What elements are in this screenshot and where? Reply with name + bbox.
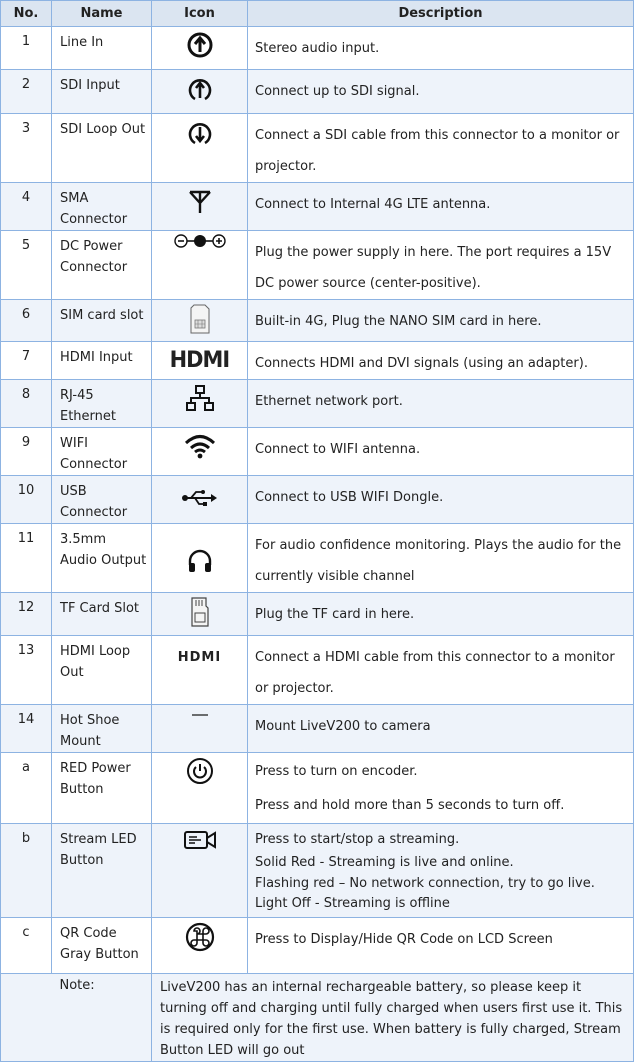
row-number: 1 (1, 27, 52, 70)
row-description: Connect a HDMI cable from this connector to a monitor or projector. (248, 636, 634, 705)
row-description: For audio confidence monitoring. Plays the audio for the currently visible channel (248, 524, 634, 593)
tf-card-icon (190, 597, 210, 627)
row-name: RED Power Button (52, 753, 152, 824)
row-name: Stream LED Button (52, 824, 152, 918)
header-row (1, 1, 634, 27)
row-number: 2 (1, 70, 52, 114)
header-description: Description (248, 1, 634, 27)
row-name: TF Card Slot (52, 593, 152, 636)
antenna-icon (187, 187, 213, 215)
table-row (1, 918, 634, 974)
row-number: 4 (1, 183, 52, 231)
row-number: 3 (1, 114, 52, 183)
row-description: Connect to USB WIFI Dongle. (248, 476, 634, 524)
row-description-line: Flashing red – No network connection, try to go live. Light Off - Streaming is offline (255, 876, 595, 911)
ethernet-icon (185, 384, 215, 412)
table-row (1, 27, 634, 70)
dash-icon (190, 709, 210, 721)
row-number: 13 (1, 636, 52, 705)
row-description: Connect to Internal 4G LTE antenna. (248, 183, 634, 231)
row-number: 11 (1, 524, 52, 593)
row-description: Stereo audio input. (248, 27, 634, 70)
table-row (1, 70, 634, 114)
row-number: a (1, 753, 52, 824)
row-description: Ethernet network port. (248, 380, 634, 428)
row-name: USB Connector (52, 476, 152, 524)
table-row (1, 593, 634, 636)
table-row (1, 524, 634, 593)
row-name: SDI Loop Out (52, 114, 152, 183)
table-row (1, 300, 634, 342)
row-name: Hot Shoe Mount (52, 705, 152, 753)
row-name: SIM card slot (52, 300, 152, 342)
row-name: QR Code Gray Button (52, 918, 152, 974)
row-description: Connects HDMI and DVI signals (using an adapter). (248, 342, 634, 380)
row-number: 12 (1, 593, 52, 636)
table-row (1, 428, 634, 476)
note-row (1, 974, 634, 1062)
row-name: HDMI Loop Out (52, 636, 152, 705)
usb-icon (181, 488, 219, 508)
row-description: Plug the TF card in here. (248, 593, 634, 636)
row-description-line: Press to turn on encoder. (255, 764, 418, 779)
headphones-icon (187, 548, 213, 574)
row-name: 3.5mm Audio Output (52, 524, 152, 593)
row-description-line: Solid Red - Streaming is live and online. (255, 855, 514, 870)
row-name: RJ-45 Ethernet (52, 380, 152, 428)
note-text: LiveV200 has an internal rechargeable battery, so please keep it turning off and charging until fully charged when users first use it. This is required only for the first use. When battery is fully charged, Stream Button LED will go out (152, 974, 634, 1062)
table-row (1, 342, 634, 380)
hdmi-logo-icon: HDMI (169, 348, 230, 373)
row-name: Line In (52, 27, 152, 70)
camera-icon (183, 828, 217, 852)
row-description-line: Press and hold more than 5 seconds to turn off. (255, 798, 565, 813)
sim-card-icon (190, 304, 210, 334)
table-row (1, 636, 634, 705)
row-name: DC Power Connector (52, 231, 152, 300)
row-description: Connect to WIFI antenna. (248, 428, 634, 476)
row-description: Plug the power supply in here. The port requires a 15V DC power source (center-positive). (248, 231, 634, 300)
row-number: 9 (1, 428, 52, 476)
sdi-loop-out-icon (186, 118, 214, 148)
row-number: 14 (1, 705, 52, 753)
dc-polarity-icon (173, 231, 227, 251)
table-row (1, 824, 634, 918)
row-number: 6 (1, 300, 52, 342)
table-row (1, 380, 634, 428)
row-number: 7 (1, 342, 52, 380)
row-number: 8 (1, 380, 52, 428)
line-in-icon (186, 31, 214, 59)
table-row (1, 753, 634, 824)
row-description: Mount LiveV200 to camera (248, 705, 634, 753)
table-row (1, 183, 634, 231)
power-icon (186, 757, 214, 785)
header-name: Name (52, 1, 152, 27)
row-description: Built-in 4G, Plug the NANO SIM card in here. (248, 300, 634, 342)
row-description-line: Press to start/stop a streaming. (255, 832, 460, 847)
row-number: b (1, 824, 52, 918)
row-number: c (1, 918, 52, 974)
wifi-icon (183, 432, 217, 460)
row-description: Connect a SDI cable from this connector to a monitor or projector. (248, 114, 634, 183)
row-name: SMA Connector (52, 183, 152, 231)
note-label: Note: (52, 974, 152, 1062)
sdi-input-icon (186, 74, 214, 104)
hdmi-small-logo-icon: HDMI (177, 650, 222, 665)
command-icon (185, 922, 215, 952)
row-name: HDMI Input (52, 342, 152, 380)
row-name: SDI Input (52, 70, 152, 114)
table-row (1, 231, 634, 300)
table-row (1, 705, 634, 753)
table-row (1, 114, 634, 183)
header-no: No. (1, 1, 52, 27)
row-number: 5 (1, 231, 52, 300)
row-description: Connect up to SDI signal. (248, 70, 634, 114)
header-icon: Icon (152, 1, 248, 27)
table-row (1, 476, 634, 524)
row-description: Press to Display/Hide QR Code on LCD Screen (248, 918, 634, 974)
row-number: 10 (1, 476, 52, 524)
row-name: WIFI Connector (52, 428, 152, 476)
